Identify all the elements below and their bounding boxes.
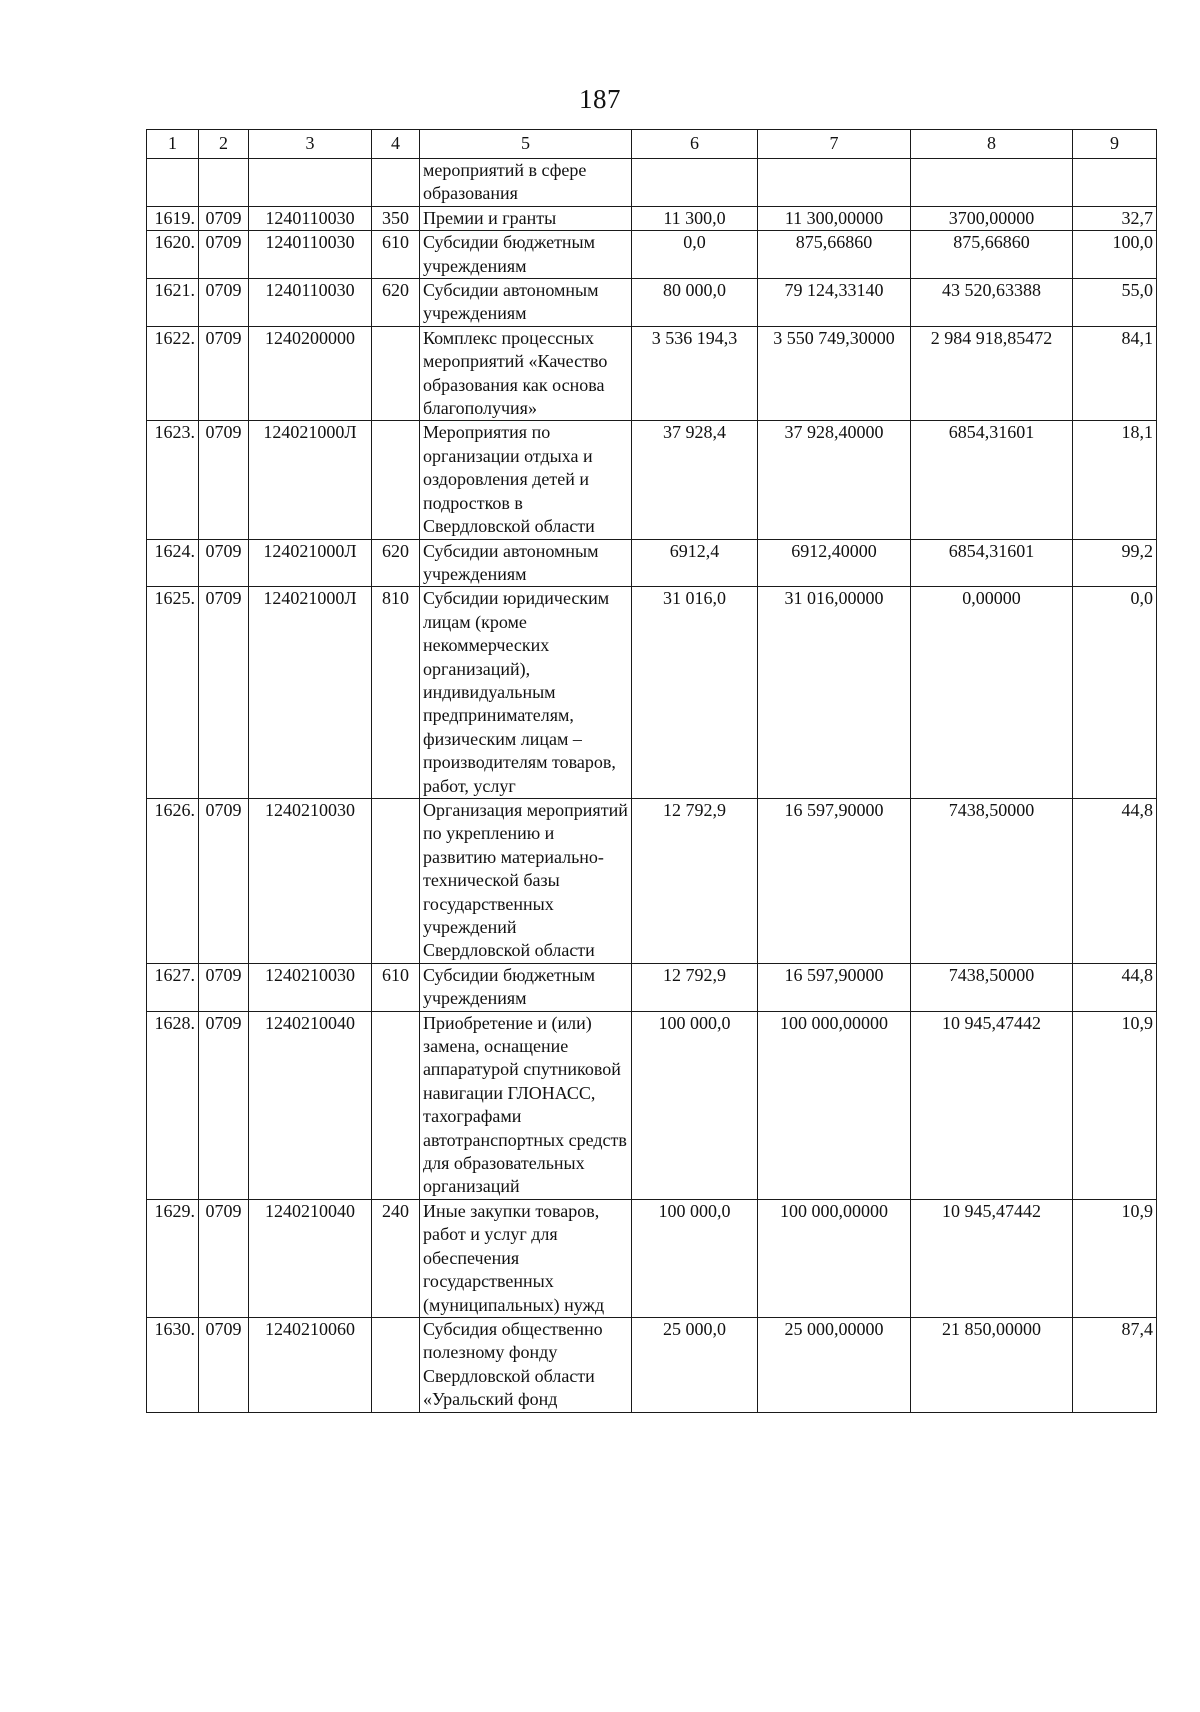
expense-type-code bbox=[372, 1317, 420, 1412]
execution-percent: 87,4 bbox=[1073, 1317, 1157, 1412]
executed-amount: 7438,50000 bbox=[911, 798, 1073, 963]
section-code: 0709 bbox=[199, 421, 249, 539]
row-number: 1619. bbox=[147, 206, 199, 230]
target-article-code: 124021000Л bbox=[249, 539, 372, 587]
revised-plan-amount: 16 597,90000 bbox=[758, 963, 911, 1011]
section-code: 0709 bbox=[199, 206, 249, 230]
execution-percent bbox=[1073, 159, 1157, 207]
target-article-code: 1240200000 bbox=[249, 326, 372, 421]
expense-type-code bbox=[372, 798, 420, 963]
budget-table bbox=[146, 129, 1157, 1413]
executed-amount: 7438,50000 bbox=[911, 963, 1073, 1011]
execution-percent: 99,2 bbox=[1073, 539, 1157, 587]
executed-amount bbox=[911, 159, 1073, 207]
table-row bbox=[147, 1317, 1157, 1412]
revised-plan-amount bbox=[758, 159, 911, 207]
executed-amount: 875,66860 bbox=[911, 231, 1073, 279]
item-name: Субсидии бюджетным учреждениям bbox=[420, 963, 632, 1011]
table-row bbox=[147, 279, 1157, 327]
row-number: 1629. bbox=[147, 1199, 199, 1317]
initial-plan-amount: 3 536 194,3 bbox=[632, 326, 758, 421]
execution-percent: 55,0 bbox=[1073, 279, 1157, 327]
row-number: 1623. bbox=[147, 421, 199, 539]
section-code: 0709 bbox=[199, 539, 249, 587]
target-article-code: 1240210060 bbox=[249, 1317, 372, 1412]
execution-percent: 0,0 bbox=[1073, 587, 1157, 799]
revised-plan-amount: 16 597,90000 bbox=[758, 798, 911, 963]
execution-percent: 32,7 bbox=[1073, 206, 1157, 230]
column-header: 2 bbox=[199, 130, 249, 159]
column-header: 9 bbox=[1073, 130, 1157, 159]
initial-plan-amount: 100 000,0 bbox=[632, 1011, 758, 1199]
execution-percent: 18,1 bbox=[1073, 421, 1157, 539]
table-row bbox=[147, 587, 1157, 799]
execution-percent: 10,9 bbox=[1073, 1011, 1157, 1199]
row-number: 1625. bbox=[147, 587, 199, 799]
item-name: Премии и гранты bbox=[420, 206, 632, 230]
target-article-code: 1240210030 bbox=[249, 798, 372, 963]
target-article-code: 124021000Л bbox=[249, 421, 372, 539]
initial-plan-amount: 100 000,0 bbox=[632, 1199, 758, 1317]
row-number: 1627. bbox=[147, 963, 199, 1011]
item-name: Субсидии бюджетным учреждениям bbox=[420, 231, 632, 279]
row-number: 1621. bbox=[147, 279, 199, 327]
executed-amount: 43 520,63388 bbox=[911, 279, 1073, 327]
revised-plan-amount: 31 016,00000 bbox=[758, 587, 911, 799]
expense-type-code bbox=[372, 159, 420, 207]
revised-plan-amount: 6912,40000 bbox=[758, 539, 911, 587]
revised-plan-amount: 79 124,33140 bbox=[758, 279, 911, 327]
initial-plan-amount: 25 000,0 bbox=[632, 1317, 758, 1412]
expense-type-code: 240 bbox=[372, 1199, 420, 1317]
column-header: 7 bbox=[758, 130, 911, 159]
initial-plan-amount: 12 792,9 bbox=[632, 963, 758, 1011]
execution-percent: 44,8 bbox=[1073, 798, 1157, 963]
item-name: Комплекс процессных мероприятий «Качество образования как основа благополучия» bbox=[420, 326, 632, 421]
executed-amount: 21 850,00000 bbox=[911, 1317, 1073, 1412]
expense-type-code bbox=[372, 421, 420, 539]
executed-amount: 0,00000 bbox=[911, 587, 1073, 799]
table-row bbox=[147, 326, 1157, 421]
executed-amount: 2 984 918,85472 bbox=[911, 326, 1073, 421]
table-row bbox=[147, 421, 1157, 539]
section-code: 0709 bbox=[199, 798, 249, 963]
section-code: 0709 bbox=[199, 231, 249, 279]
expense-type-code: 620 bbox=[372, 539, 420, 587]
row-number: 1630. bbox=[147, 1317, 199, 1412]
item-name: Организация мероприятий по укреплению и развитию материально-технической базы государственных учреждений Свердловской области bbox=[420, 798, 632, 963]
execution-percent: 10,9 bbox=[1073, 1199, 1157, 1317]
table-row bbox=[147, 539, 1157, 587]
initial-plan-amount: 37 928,4 bbox=[632, 421, 758, 539]
revised-plan-amount: 3 550 749,30000 bbox=[758, 326, 911, 421]
expense-type-code bbox=[372, 1011, 420, 1199]
item-name: Субсидии автономным учреждениям bbox=[420, 539, 632, 587]
table-body bbox=[147, 130, 1157, 1413]
column-header: 3 bbox=[249, 130, 372, 159]
item-name: Субсидии юридическим лицам (кроме некоммерческих организаций), индивидуальным предпринимателям, физическим лицам – производителям товаров, работ, услуг bbox=[420, 587, 632, 799]
executed-amount: 6854,31601 bbox=[911, 421, 1073, 539]
executed-amount: 3700,00000 bbox=[911, 206, 1073, 230]
target-article-code: 124021000Л bbox=[249, 587, 372, 799]
column-header: 6 bbox=[632, 130, 758, 159]
expense-type-code: 810 bbox=[372, 587, 420, 799]
revised-plan-amount: 100 000,00000 bbox=[758, 1011, 911, 1199]
target-article-code: 1240110030 bbox=[249, 206, 372, 230]
column-header: 1 bbox=[147, 130, 199, 159]
executed-amount: 10 945,47442 bbox=[911, 1011, 1073, 1199]
section-code: 0709 bbox=[199, 326, 249, 421]
column-header: 5 bbox=[420, 130, 632, 159]
section-code bbox=[199, 159, 249, 207]
column-header: 4 bbox=[372, 130, 420, 159]
row-number: 1622. bbox=[147, 326, 199, 421]
item-name: Субсидия общественно полезному фонду Свердловской области «Уральский фонд bbox=[420, 1317, 632, 1412]
initial-plan-amount: 6912,4 bbox=[632, 539, 758, 587]
row-number: 1620. bbox=[147, 231, 199, 279]
section-code: 0709 bbox=[199, 963, 249, 1011]
expense-type-code: 610 bbox=[372, 963, 420, 1011]
initial-plan-amount: 12 792,9 bbox=[632, 798, 758, 963]
section-code: 0709 bbox=[199, 587, 249, 799]
executed-amount: 10 945,47442 bbox=[911, 1199, 1073, 1317]
section-code: 0709 bbox=[199, 279, 249, 327]
expense-type-code: 620 bbox=[372, 279, 420, 327]
section-code: 0709 bbox=[199, 1199, 249, 1317]
item-name: Субсидии автономным учреждениям bbox=[420, 279, 632, 327]
column-header: 8 bbox=[911, 130, 1073, 159]
row-number: 1624. bbox=[147, 539, 199, 587]
execution-percent: 44,8 bbox=[1073, 963, 1157, 1011]
item-name: Мероприятия по организации отдыха и оздоровления детей и подростков в Свердловской области bbox=[420, 421, 632, 539]
table-row bbox=[147, 1199, 1157, 1317]
target-article-code bbox=[249, 159, 372, 207]
executed-amount: 6854,31601 bbox=[911, 539, 1073, 587]
revised-plan-amount: 875,66860 bbox=[758, 231, 911, 279]
revised-plan-amount: 37 928,40000 bbox=[758, 421, 911, 539]
table-row bbox=[147, 798, 1157, 963]
target-article-code: 1240110030 bbox=[249, 231, 372, 279]
row-number: 1626. bbox=[147, 798, 199, 963]
section-code: 0709 bbox=[199, 1317, 249, 1412]
row-number bbox=[147, 159, 199, 207]
table-row bbox=[147, 1011, 1157, 1199]
expense-type-code bbox=[372, 326, 420, 421]
page-number: 187 bbox=[579, 84, 621, 114]
item-name: Иные закупки товаров, работ и услуг для обеспечения государственных (муниципальных) нужд bbox=[420, 1199, 632, 1317]
target-article-code: 1240210040 bbox=[249, 1199, 372, 1317]
table-row bbox=[147, 963, 1157, 1011]
target-article-code: 1240210040 bbox=[249, 1011, 372, 1199]
execution-percent: 100,0 bbox=[1073, 231, 1157, 279]
table-row bbox=[147, 231, 1157, 279]
initial-plan-amount: 0,0 bbox=[632, 231, 758, 279]
row-number: 1628. bbox=[147, 1011, 199, 1199]
initial-plan-amount bbox=[632, 159, 758, 207]
initial-plan-amount: 80 000,0 bbox=[632, 279, 758, 327]
table-header-row bbox=[147, 130, 1157, 159]
item-name: Приобретение и (или) замена, оснащение аппаратурой спутниковой навигации ГЛОНАСС, тахографами автотранспортных средств для образовательных организаций bbox=[420, 1011, 632, 1199]
target-article-code: 1240210030 bbox=[249, 963, 372, 1011]
table-row bbox=[147, 159, 1157, 207]
expense-type-code: 610 bbox=[372, 231, 420, 279]
initial-plan-amount: 11 300,0 bbox=[632, 206, 758, 230]
section-code: 0709 bbox=[199, 1011, 249, 1199]
revised-plan-amount: 25 000,00000 bbox=[758, 1317, 911, 1412]
execution-percent: 84,1 bbox=[1073, 326, 1157, 421]
initial-plan-amount: 31 016,0 bbox=[632, 587, 758, 799]
item-name: мероприятий в сфере образования bbox=[420, 159, 632, 207]
revised-plan-amount: 100 000,00000 bbox=[758, 1199, 911, 1317]
table-row bbox=[147, 206, 1157, 230]
revised-plan-amount: 11 300,00000 bbox=[758, 206, 911, 230]
target-article-code: 1240110030 bbox=[249, 279, 372, 327]
expense-type-code: 350 bbox=[372, 206, 420, 230]
